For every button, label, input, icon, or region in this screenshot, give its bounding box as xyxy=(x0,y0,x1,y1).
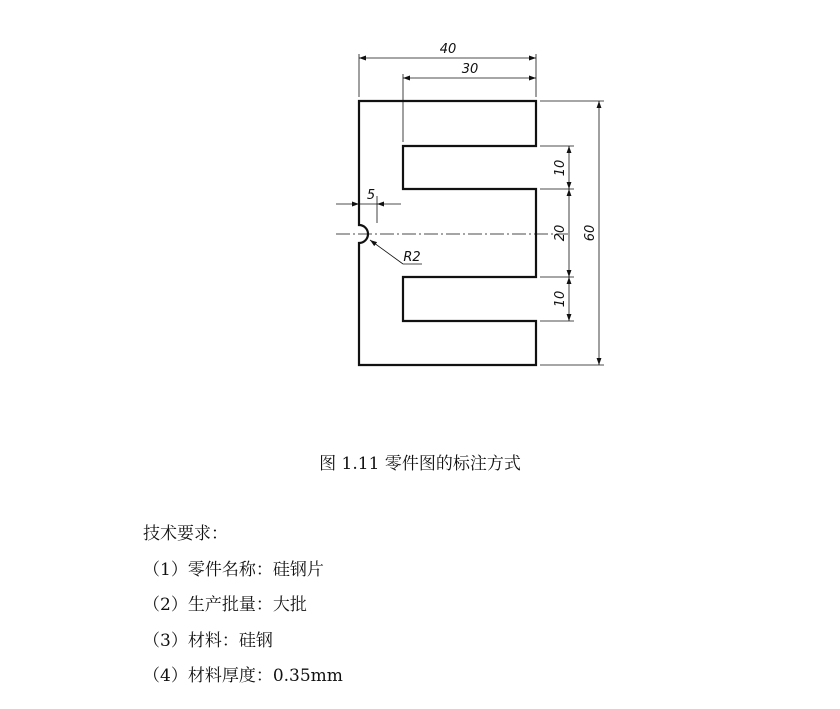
svg-text:5: 5 xyxy=(366,188,376,203)
dimension-slot-depth xyxy=(403,62,536,78)
dimension-notch-radius xyxy=(370,240,422,265)
svg-text:60: 60 xyxy=(583,224,598,242)
svg-text:20: 20 xyxy=(553,224,568,242)
technical-requirements xyxy=(143,517,343,695)
svg-text:10: 10 xyxy=(553,159,568,177)
requirement-item: （4）材料厚度：0.35mm xyxy=(143,666,343,686)
dimension-notch-offset xyxy=(336,188,401,204)
svg-text:40: 40 xyxy=(439,42,457,57)
svg-text:10: 10 xyxy=(553,290,568,308)
dimension-upper-slot xyxy=(553,146,569,189)
dimension-middle-arm xyxy=(553,189,569,277)
svg-text:R2: R2 xyxy=(403,250,421,265)
dimension-overall-width xyxy=(359,42,536,58)
dimension-overall-height xyxy=(583,101,599,365)
dimension-lower-slot xyxy=(553,277,569,321)
svg-text:30: 30 xyxy=(461,62,479,77)
part-outline xyxy=(359,101,536,365)
requirement-item: （1）零件名称：硅钢片 xyxy=(143,559,324,580)
requirement-item: （3）材料：硅钢 xyxy=(143,630,273,651)
figure-caption: 图 1.11 零件图的标注方式 xyxy=(319,454,521,474)
requirements-title: 技术要求： xyxy=(143,524,228,544)
requirement-item: （2）生产批量：大批 xyxy=(143,595,307,615)
